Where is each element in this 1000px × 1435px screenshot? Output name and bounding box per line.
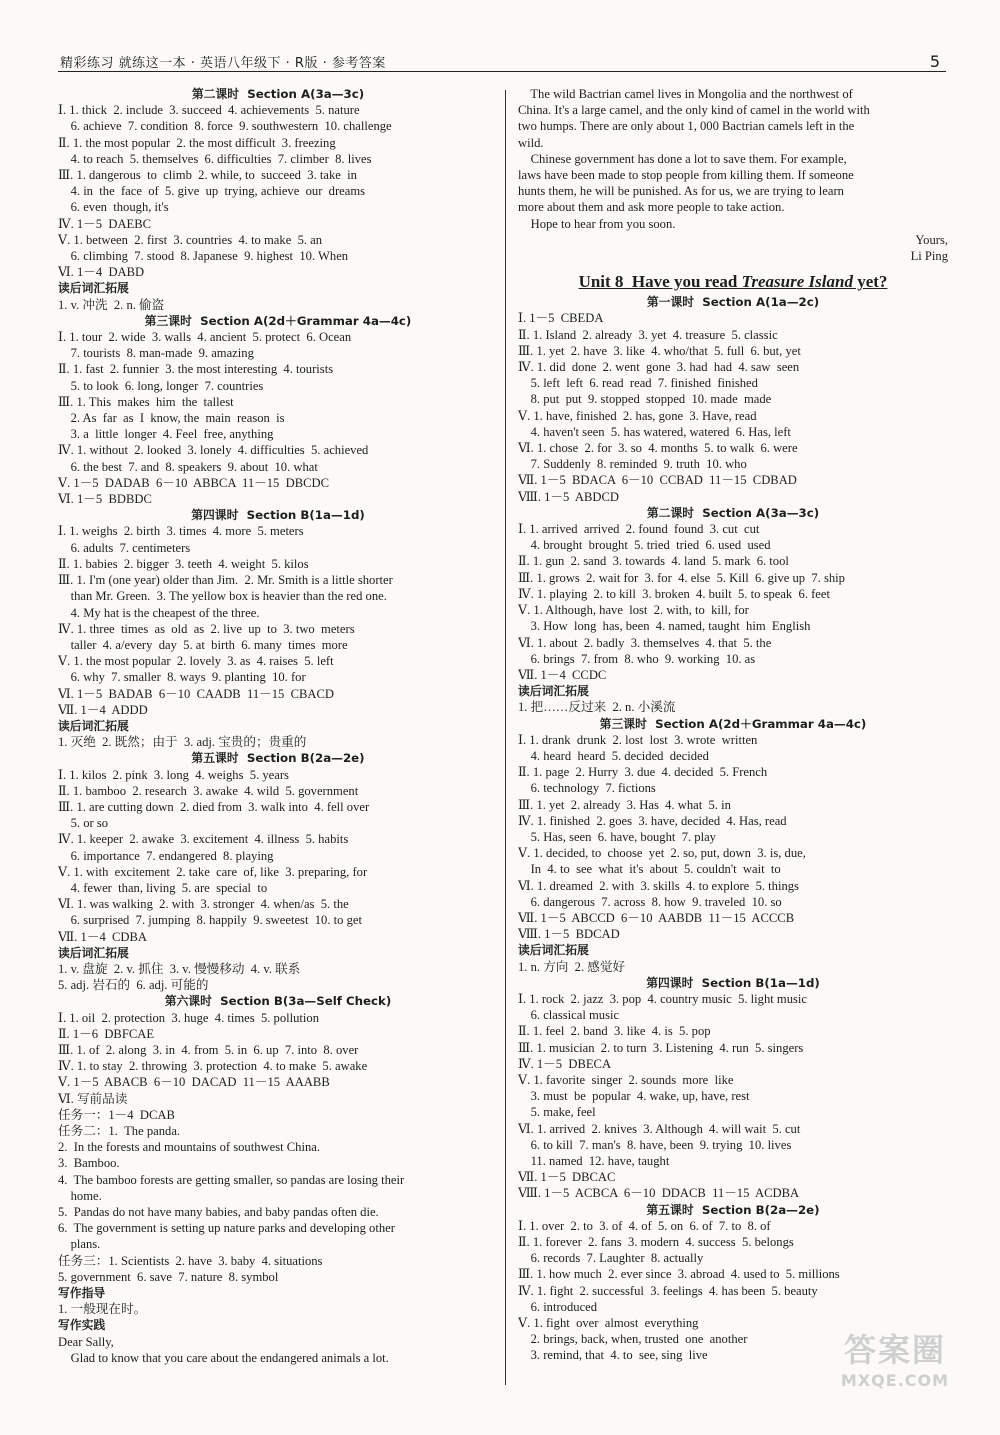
answer-line: wild. bbox=[518, 135, 544, 150]
answer-line: 3. must be popular 4. wake, up, have, rest bbox=[518, 1089, 750, 1104]
answer-line: 4. in the face of 5. give up trying, achieve our dreams bbox=[58, 184, 366, 199]
answer-line: 任务二：1. The panda. bbox=[58, 1124, 181, 1138]
answer-line: Ⅴ. 1. the most popular 2. lovely 3. as 4. raises 5. left bbox=[58, 654, 334, 669]
answer-line: Ⅶ. 1－4 CDBA bbox=[58, 929, 148, 944]
answer-line: 2. As far as I know, the main reason is bbox=[58, 411, 285, 426]
answer-line: The wild Bactrian camel lives in Mongolia and the northwest of bbox=[518, 87, 853, 101]
answer-line: Ⅱ. 1. fast 2. funnier 3. the most interesting 4. tourists bbox=[58, 362, 334, 377]
answer-line: 1. 把……反过来 2. n. 小溪流 bbox=[518, 700, 676, 715]
answer-line: Ⅴ. 1. between 2. first 3. countries 4. to make 5. an bbox=[58, 232, 323, 247]
answer-line: 6. climbing 7. stood 8. Japanese 9. highest 10. When bbox=[58, 249, 349, 264]
answer-line: 6. dangerous 7. across 8. how 9. traveled 10. so bbox=[518, 894, 782, 909]
watermark-logo bbox=[820, 1325, 970, 1395]
answer-line: 2. In the forests and mountains of southwest China. bbox=[58, 1140, 320, 1155]
answer-line: Ⅳ. 1. keeper 2. awake 3. excitement 4. illness 5. habits bbox=[58, 832, 349, 847]
answer-line: Ⅲ. 1. of 2. along 3. in 4. from 5. in 6. up 7. into 8. over bbox=[58, 1042, 359, 1057]
answer-line: 5. make, feel bbox=[518, 1105, 596, 1120]
answer-line: Ⅰ. 1. thick 2. include 3. succeed 4. achievements 5. nature bbox=[58, 103, 360, 118]
answer-line: Ⅱ. 1. page 2. Hurry 3. due 4. decided 5. French bbox=[518, 765, 768, 780]
answer-line: Ⅵ. 写前品读 bbox=[58, 1091, 128, 1106]
answer-line: 5. adj. 岩石的 6. adj. 可能的 bbox=[58, 978, 209, 993]
answer-line: 任务一：1－4 DCAB bbox=[58, 1107, 175, 1122]
answer-line: Ⅲ. 1. grows 2. wait for 3. for 4. else 5. Kill 6. give up 7. ship bbox=[518, 570, 845, 585]
column-divider bbox=[505, 90, 506, 1385]
answer-line: 4. The bamboo forests are getting smaller, so pandas are losing their bbox=[58, 1172, 405, 1187]
answer-line: Ⅵ. 1. was walking 2. with 3. stronger 4. when/as 5. the bbox=[58, 897, 349, 912]
answer-line: Ⅴ. 1－5 ABACB 6－10 DACAD 11－15 AAABB bbox=[58, 1075, 330, 1090]
answer-line: Ⅱ. 1－6 DBFCAE bbox=[58, 1026, 155, 1041]
answer-line: Ⅲ. 1. I'm (one year) older than Jim. 2. Mr. Smith is a little shorter bbox=[58, 573, 393, 588]
section-heading: Unit 8 Have you read Treasure Island yet? bbox=[578, 272, 888, 292]
answer-line: 5. government 6. save 7. nature 8. symbol bbox=[58, 1269, 279, 1284]
answer-line: Ⅶ. 1－5 BDACA 6－10 CCBAD 11－15 CDBAD bbox=[518, 473, 797, 488]
answer-line: 3. a little longer 4. Feel free, anything bbox=[58, 427, 274, 442]
answer-line: Dear Sally, bbox=[58, 1334, 114, 1349]
left-column bbox=[58, 86, 498, 1366]
answer-line: Hope to hear from you soon. bbox=[518, 216, 676, 231]
answer-line: Ⅳ. 1. fight 2. successful 3. feelings 4. has been 5. beauty bbox=[518, 1283, 818, 1298]
answer-line: Ⅷ. 1－5 ABDCD bbox=[518, 489, 620, 504]
answer-line: 任务三：1. Scientists 2. have 3. baby 4. situations bbox=[58, 1253, 323, 1268]
answer-line: 4. brought brought 5. tried tried 6. used used bbox=[518, 538, 771, 553]
answer-line: 6. achieve 7. condition 8. force 9. southwestern 10. challenge bbox=[58, 119, 392, 134]
section-heading: 第五课时 Section B(2a—2e) bbox=[646, 1202, 820, 1217]
subheading: 读后词汇拓展 bbox=[58, 281, 129, 296]
answer-line: Ⅴ. 1. fight over almost everything bbox=[518, 1316, 699, 1331]
answer-line: Ⅰ. 1. weighs 2. birth 3. times 4. more 5. meters bbox=[58, 524, 304, 539]
subheading: 读后词汇拓展 bbox=[518, 684, 589, 699]
answer-line: In 4. to see what it's about 5. couldn't wait to bbox=[518, 862, 781, 877]
answer-line: Ⅰ. 1. arrived arrived 2. found found 3. cut cut bbox=[518, 522, 760, 537]
answer-line: 4. haven't seen 5. has watered, watered 6. Has, left bbox=[518, 424, 791, 439]
answer-line: 5. or so bbox=[58, 816, 109, 831]
answer-line: Ⅳ. 1. did done 2. went gone 3. had had 4. saw seen bbox=[518, 360, 800, 375]
section-heading: 第四课时 Section B(1a—1d) bbox=[191, 508, 365, 523]
answer-line: Ⅲ. 1. are cutting down 2. died from 3. walk into 4. fell over bbox=[58, 799, 370, 814]
answer-line: 3. Bamboo. bbox=[58, 1156, 120, 1171]
answer-line: Ⅶ. 1－5 DBCAC bbox=[518, 1170, 616, 1185]
answer-line: 6. The government is setting up nature parks and developing other bbox=[58, 1221, 395, 1236]
answer-line: 6. why 7. smaller 8. ways 9. planting 10. for bbox=[58, 670, 306, 685]
answer-line: Ⅳ. 1. finished 2. goes 3. have, decided 4. Has, read bbox=[518, 813, 787, 828]
answer-line: Ⅲ. 1. how much 2. ever since 3. abroad 4. used to 5. millions bbox=[518, 1267, 840, 1282]
answer-line: Ⅵ. 1－4 DABD bbox=[58, 265, 145, 280]
answer-line: 6. even though, it's bbox=[58, 200, 169, 215]
answer-line: Ⅵ. 1－5 BDBDC bbox=[58, 492, 152, 507]
answer-line: Ⅲ. 1. yet 2. already 3. Has 4. what 5. in bbox=[518, 797, 731, 812]
answer-line: 7. tourists 8. man-made 9. amazing bbox=[58, 346, 254, 361]
answer-line: Ⅰ. 1. kilos 2. pink 3. long 4. weighs 5. years bbox=[58, 767, 289, 782]
answer-line: Ⅱ. 1. bamboo 2. research 3. awake 4. wild 5. government bbox=[58, 783, 359, 798]
answer-line: 5. to look 6. long, longer 7. countries bbox=[58, 378, 264, 393]
answer-line: 6. importance 7. endangered 8. playing bbox=[58, 848, 274, 863]
answer-line: Ⅰ. 1. oil 2. protection 3. huge 4. times 5. pollution bbox=[58, 1010, 320, 1025]
answer-line: 6. records 7. Laughter 8. actually bbox=[518, 1251, 704, 1266]
answer-line: laws have been made to stop people from killing them. If someone bbox=[518, 168, 854, 183]
right-column bbox=[518, 86, 948, 1364]
answer-line: 11. named 12. have, taught bbox=[518, 1154, 670, 1168]
subheading: 写作指导 bbox=[58, 1286, 106, 1301]
answer-line: Ⅴ. 1. favorite singer 2. sounds more like bbox=[518, 1072, 734, 1087]
answer-line: 4. My hat is the cheapest of the three. bbox=[58, 605, 260, 620]
answer-line: Ⅱ. 1. feel 2. band 3. like 4. is 5. pop bbox=[518, 1024, 711, 1039]
answer-line: Ⅱ. 1. babies 2. bigger 3. teeth 4. weight 5. kilos bbox=[58, 556, 309, 571]
answer-line: Ⅰ. 1－5 CBEDA bbox=[518, 311, 604, 326]
answer-line: Ⅳ. 1－5 DAEBC bbox=[58, 216, 152, 231]
answer-line: Ⅰ. 1. rock 2. jazz 3. pop 4. country music 5. light music bbox=[518, 991, 807, 1006]
answer-line: 7. Suddenly 8. reminded 9. truth 10. who bbox=[518, 457, 747, 472]
answer-line: Ⅲ. 1. dangerous to climb 2. while, to succeed 3. take in bbox=[58, 168, 357, 183]
answer-line: Yours, bbox=[915, 232, 948, 247]
answer-line: more about them and ask more people to take action. bbox=[518, 200, 785, 215]
page-number: 5 bbox=[929, 52, 940, 71]
answer-line: home. bbox=[58, 1188, 102, 1203]
answer-line: Ⅴ. 1. Although, have lost 2. with, to kill, for bbox=[518, 603, 749, 618]
answer-line: China. It's a large camel, and the only kind of camel in the world with bbox=[518, 103, 870, 118]
answer-line: 4. fewer than, living 5. are special to bbox=[58, 880, 268, 895]
answer-line: 1. v. 冲洗 2. n. 偷盗 bbox=[58, 297, 165, 312]
answer-line: Ⅳ. 1. three times as old as 2. live up to 3. two meters bbox=[58, 621, 355, 636]
answer-line: 6. surprised 7. jumping 8. happily 9. sweetest 10. to get bbox=[58, 913, 362, 928]
answer-line: 6. adults 7. centimeters bbox=[58, 540, 191, 555]
answer-line: 8. put put 9. stopped stopped 10. made made bbox=[518, 392, 772, 407]
answer-line: Ⅲ. 1. yet 2. have 3. like 4. who/that 5. full 6. but, yet bbox=[518, 343, 801, 358]
answer-line: Glad to know that you care about the endangered animals a lot. bbox=[58, 1350, 389, 1365]
answer-line: two humps. There are only about 1, 000 Bactrian camels left in the bbox=[518, 119, 855, 134]
answer-line: Ⅱ. 1. gun 2. sand 3. towards 4. land 5. mark 6. tool bbox=[518, 554, 789, 569]
answer-line: Ⅴ. 1. with excitement 2. take care of, like 3. preparing, for bbox=[58, 864, 368, 879]
answer-line: Chinese government has done a lot to save them. For example, bbox=[518, 151, 847, 166]
answer-line: Li Ping bbox=[910, 249, 948, 264]
answer-line: 6. the best 7. and 8. speakers 9. about 10. what bbox=[58, 459, 318, 474]
page-header: 精彩练习 就练这一本 · 英语八年级下 · R版 · 参考答案 bbox=[60, 56, 386, 71]
subheading: 读后词汇拓展 bbox=[518, 943, 589, 958]
answer-line: Ⅳ. 1－5 DBECA bbox=[518, 1056, 612, 1071]
answer-line: Ⅱ. 1. the most popular 2. the most difficult 3. freezing bbox=[58, 135, 336, 150]
answer-line: 3. How long has, been 4. named, taught him English bbox=[518, 619, 811, 634]
answer-line: Ⅲ. 1. This makes him the tallest bbox=[58, 394, 234, 409]
answer-line: Ⅴ. 1. have, finished 2. has, gone 3. Have, read bbox=[518, 408, 757, 423]
answer-line: Ⅶ. 1－4 ADDD bbox=[58, 702, 148, 717]
answer-line: 5. Has, seen 6. have, bought 7. play bbox=[518, 829, 716, 844]
answer-line: 2. brings, back, when, trusted one another bbox=[518, 1332, 748, 1347]
answer-line: 3. remind, that 4. to see, sing live bbox=[518, 1348, 708, 1363]
answer-line: Ⅵ. 1－5 BADAB 6－10 CAADB 11－15 CBACD bbox=[58, 686, 334, 701]
answer-line: 6. brings 7. from 8. who 9. working 10. as bbox=[518, 651, 756, 666]
answer-line: Ⅱ. 1. Island 2. already 3. yet 4. treasure 5. classic bbox=[518, 327, 778, 342]
answer-line: Ⅵ. 1. about 2. badly 3. themselves 4. that 5. the bbox=[518, 635, 772, 650]
answer-line: Ⅳ. 1. without 2. looked 3. lonely 4. difficulties 5. achieved bbox=[58, 443, 369, 458]
watermark-text: 答案圈 bbox=[843, 1331, 946, 1369]
answer-line: 6. to kill 7. man's 8. have, been 9. trying 10. lives bbox=[518, 1137, 792, 1152]
answer-line: taller 4. a/every day 5. at birth 6. many times more bbox=[58, 637, 348, 652]
section-heading: 第六课时 Section B(3a—Self Check) bbox=[164, 994, 392, 1009]
answer-line: 6. technology 7. fictions bbox=[518, 781, 656, 796]
answer-line: Ⅱ. 1. forever 2. fans 3. modern 4. success 5. belongs bbox=[518, 1235, 794, 1250]
answer-line: Ⅰ. 1. over 2. to 3. of 4. of 5. on 6. of 7. to 8. of bbox=[518, 1218, 771, 1233]
answer-line: 4. to reach 5. themselves 6. difficulties 7. climber 8. lives bbox=[58, 151, 372, 166]
section-heading: 第二课时 Section A(3a—3c) bbox=[191, 87, 365, 101]
answer-line: 5. left left 6. read read 7. finished finished bbox=[518, 376, 758, 391]
answer-line: Ⅳ. 1. playing 2. to kill 3. broken 4. built 5. to speak 6. feet bbox=[518, 586, 830, 601]
section-heading: 第五课时 Section B(2a—2e) bbox=[191, 751, 365, 766]
subheading: 读后词汇拓展 bbox=[58, 718, 129, 733]
answer-line: Ⅵ. 1. dreamed 2. with 3. skills 4. to explore 5. things bbox=[518, 878, 799, 893]
section-heading: 第一课时 Section A(1a—2c) bbox=[646, 295, 820, 310]
answer-line: Ⅲ. 1. musician 2. to turn 3. Listening 4. run 5. singers bbox=[518, 1040, 804, 1055]
answer-line: Ⅷ. 1－5 BDCAD bbox=[518, 927, 620, 942]
section-heading: 第二课时 Section A(3a—3c) bbox=[646, 505, 820, 520]
answer-line: Ⅷ. 1－5 ACBCA 6－10 DDACB 11－15 ACDBA bbox=[518, 1186, 800, 1201]
answer-line: Ⅰ. 1. drank drunk 2. lost lost 3. wrote written bbox=[518, 732, 758, 747]
answer-line: 6. classical music bbox=[518, 1008, 620, 1023]
section-heading: 第三课时 Section A(2d＋Grammar 4a—4c) bbox=[144, 313, 412, 328]
answer-line: Ⅴ. 1. decided, to choose yet 2. so, put, down 3. is, due, bbox=[518, 846, 806, 861]
answer-line: Ⅰ. 1. tour 2. wide 3. walls 4. ancient 5. protect 6. Ocean bbox=[58, 330, 352, 345]
answer-line: 4. heard heard 5. decided decided bbox=[518, 748, 709, 763]
answer-line: Ⅵ. 1. chose 2. for 3. so 4. months 5. to walk 6. were bbox=[518, 441, 798, 456]
answer-line: Ⅳ. 1. to stay 2. throwing 3. protection 4. to make 5. awake bbox=[58, 1059, 368, 1074]
watermark-url: MXQE.COM bbox=[840, 1371, 950, 1390]
answer-line: Ⅵ. 1. arrived 2. knives 3. Although 4. will wait 5. cut bbox=[518, 1121, 801, 1136]
section-heading: 第四课时 Section B(1a—1d) bbox=[646, 975, 820, 990]
answer-line: 1. 一般现在时。 bbox=[58, 1302, 147, 1317]
answer-line: Ⅶ. 1－5 ABCCD 6－10 AABDB 11－15 ACCCB bbox=[518, 910, 795, 925]
answer-line: hunts them, he will be punished. As for us, we are trying to learn bbox=[518, 184, 844, 199]
answer-line: Ⅶ. 1－4 CCDC bbox=[518, 667, 607, 682]
section-heading: 第三课时 Section A(2d＋Grammar 4a—4c) bbox=[599, 716, 867, 731]
subheading: 读后词汇拓展 bbox=[58, 945, 129, 960]
answer-line: Ⅴ. 1－5 DADAB 6－10 ABBCA 11－15 DBCDC bbox=[58, 475, 330, 490]
answer-line: plans. bbox=[58, 1237, 101, 1252]
header-rule bbox=[58, 71, 946, 72]
answer-line: 1. 灭绝 2. 既然；由于 3. adj. 宝贵的；贵重的 bbox=[58, 735, 307, 750]
subheading: 写作实践 bbox=[58, 1318, 106, 1333]
answer-line: 6. introduced bbox=[518, 1299, 598, 1314]
answer-line: 1. n. 方向 2. 感觉好 bbox=[518, 959, 626, 974]
answer-line: 1. v. 盘旋 2. v. 抓住 3. v. 慢慢移动 4. v. 联系 bbox=[58, 961, 301, 976]
answer-line: than Mr. Green. 3. The yellow box is heavier than the red one. bbox=[58, 589, 387, 604]
answer-line: 5. Pandas do not have many babies, and baby pandas often die. bbox=[58, 1205, 379, 1220]
